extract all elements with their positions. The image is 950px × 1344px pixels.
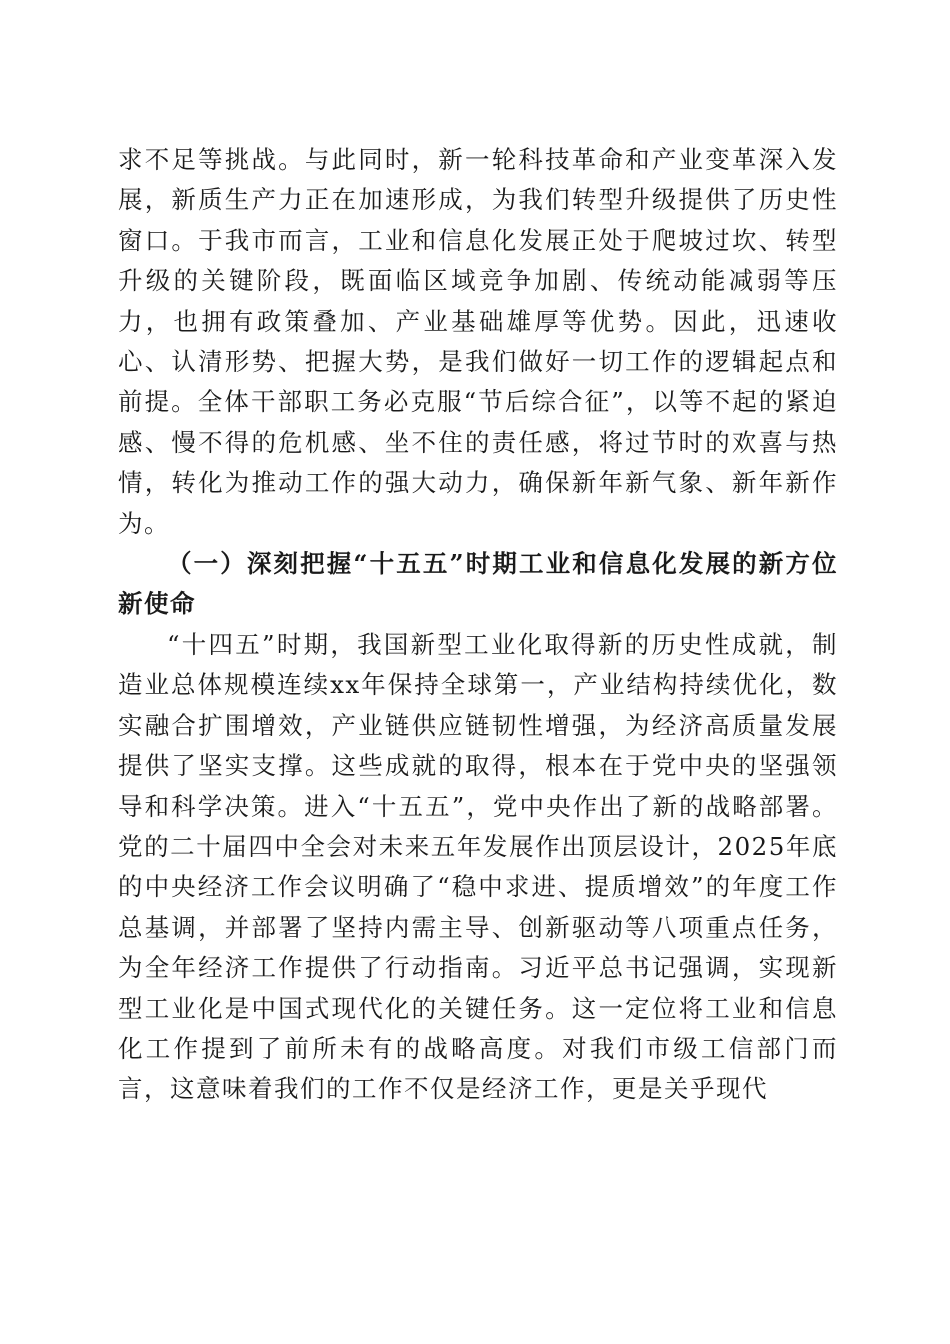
document-body xyxy=(118,140,838,1110)
paragraph-continued: 求不足等挑战。与此同时，新一轮科技革命和产业变革深入发展，新质生产力正在加速形成，为我们转型升级提供了历史性窗口。于我市而言，工业和信息化发展正处于爬坡过坎、转型升级的关键阶段，既面临区域竞争加剧、传统动能减弱等压力，也拥有政策叠加、产业基础雄厚等优势。因此，迅速收心、认清形势、把握大势，是我们做好一切工作的逻辑起点和前提。全体干部职工务必克服“节后综合征”，以等不起的紧迫感、慢不得的危机感、坐不住的责任感，将过节时的欢喜与热情，转化为推动工作的强大动力，确保新年新气象、新年新作为。 xyxy=(118,145,838,538)
section-heading: （一）深刻把握“十五五”时期工业和信息化发展的新方位新使命 xyxy=(118,549,838,619)
paragraph-body: “十四五”时期，我国新型工业化取得新的历史性成就，制造业总体规模连续xx年保持全球第一，产业结构持续优化，数实融合扩围增效，产业链供应链韧性增强，为经济高质量发展提供了坚实支撑。这些成就的取得，根本在于党中央的坚强领导和科学决策。进入“十五五”，党中央作出了新的战略部署。党的二十届四中全会对未来五年发展作出顶层设计，2025年底的中央经济工作会议明确了“稳中求进、提质增效”的年度工作总基调，并部署了坚持内需主导、创新驱动等八项重点任务，为全年经济工作提供了行动指南。习近平总书记强调，实现新型工业化是中国式现代化的关键任务。这一定位将工业和信息化工作提到了前所未有的战略高度。对我们市级工信部门而言，这意味着我们的工作不仅是经济工作，更是关乎现代 xyxy=(118,629,838,1104)
